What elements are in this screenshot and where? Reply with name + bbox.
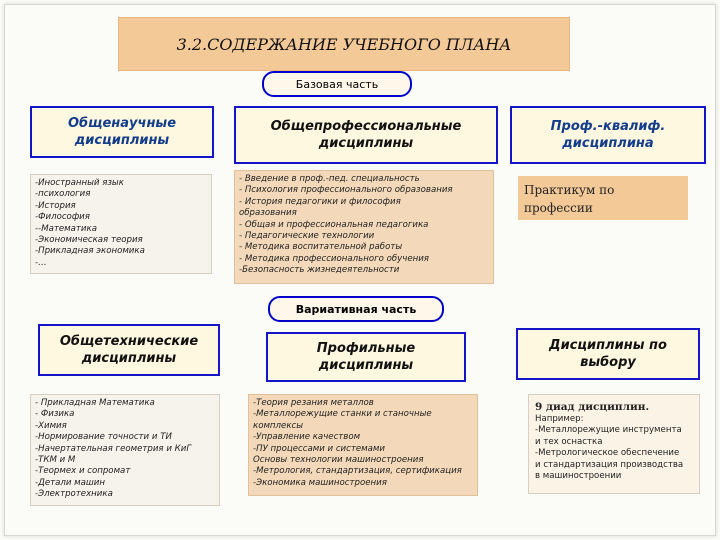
list-item: -Химия xyxy=(35,420,67,431)
list-item: комплексы xyxy=(253,420,304,431)
header-line: Общетехнические xyxy=(59,334,199,349)
list-item: -Металлорежущие станки и станочные xyxy=(253,409,432,420)
list-item: -Философия xyxy=(35,212,90,223)
slide-title: 3.2.СОДЕРЖАНИЕ УЧЕБНОГО ПЛАНА xyxy=(118,17,570,71)
header-line: Профильные xyxy=(316,341,416,356)
elective-list xyxy=(528,394,700,494)
list-item: -История xyxy=(35,200,76,211)
header-line: дисциплина xyxy=(562,136,654,151)
list-item: Основы технологии машиностроения xyxy=(253,455,424,466)
elective-note: 9 диад дисциплин. xyxy=(535,401,650,413)
general-professional-header xyxy=(234,106,498,164)
list-item: - Введение в проф.-пед. специальность xyxy=(239,174,420,184)
practicum-box: Практикум по профессии xyxy=(518,176,688,220)
list-item: в машиностроении xyxy=(535,471,622,482)
general-professional-list xyxy=(234,170,494,284)
list-item: образования xyxy=(239,208,297,219)
header-line: дисциплины xyxy=(318,358,414,373)
header-line: дисциплины xyxy=(318,136,414,151)
list-item: --Математика xyxy=(35,223,97,234)
general-science-header xyxy=(30,106,214,158)
list-item: -ПУ процессами и системами xyxy=(253,443,385,454)
list-item: - Физика xyxy=(35,409,75,420)
list-item: -Нормирование точности и ТИ xyxy=(35,432,172,443)
header-line: Дисциплины по xyxy=(549,338,667,353)
list-item: -… xyxy=(35,257,47,268)
list-item: -Метрология, стандартизация, сертификация xyxy=(253,466,462,477)
header-line: Общенаучные xyxy=(67,116,177,131)
list-item: -Теормех и сопромат xyxy=(35,466,131,477)
list-item: -Экономическая теория xyxy=(35,235,143,246)
list-item: -Теория резания металлов xyxy=(253,398,374,408)
variative-part-label: Вариативная часть xyxy=(268,296,444,322)
list-item: - Методика профессионального обучения xyxy=(239,253,429,264)
elective-header xyxy=(516,328,700,380)
list-item: -Метрологическое обеспечение xyxy=(535,448,680,459)
profile-list xyxy=(248,394,478,496)
list-item: и тех оснастка xyxy=(535,436,603,447)
list-item: Например: xyxy=(535,414,584,424)
header-line: Проф.-квалиф. xyxy=(550,119,666,134)
list-item: и стандартизация производства xyxy=(535,459,684,470)
list-item: - Педагогические технологии xyxy=(239,231,375,242)
list-item: - Психология профессионального образования xyxy=(239,185,453,196)
list-item: -психология xyxy=(35,189,91,200)
list-item: - Методика воспитательной работы xyxy=(239,242,403,253)
header-line: дисциплины xyxy=(81,351,177,366)
list-item: - История педагогики и философия xyxy=(239,196,401,207)
header-line: выбору xyxy=(580,355,636,370)
list-item: -Электротехника xyxy=(35,489,113,500)
list-item: - Общая и профессиональная педагогика xyxy=(239,219,429,230)
list-item: -Начертательная геометрия и КиГ xyxy=(35,443,192,454)
list-item: -Детали машин xyxy=(35,477,106,488)
list-item: -Безопасность жизнедеятельности xyxy=(239,265,400,276)
base-part-label: Базовая часть xyxy=(262,71,412,97)
list-item: - Прикладная Математика xyxy=(35,398,155,408)
list-item: -Прикладная экономика xyxy=(35,246,145,257)
general-technical-list xyxy=(30,394,220,506)
prof-qualification-header xyxy=(510,106,706,164)
general-science-list xyxy=(30,174,212,274)
general-technical-header xyxy=(38,324,220,376)
profile-header xyxy=(266,332,466,382)
list-item: -Экономика машиностроения xyxy=(253,477,387,488)
list-item: -Иностранный язык xyxy=(35,178,124,188)
list-item: -Металлорежущие инструмента xyxy=(535,425,682,436)
header-line: Общепрофессиональные xyxy=(270,119,462,134)
list-item: -ТКМ и М xyxy=(35,455,76,466)
header-line: дисциплины xyxy=(74,133,170,148)
list-item: -Управление качеством xyxy=(253,432,361,443)
